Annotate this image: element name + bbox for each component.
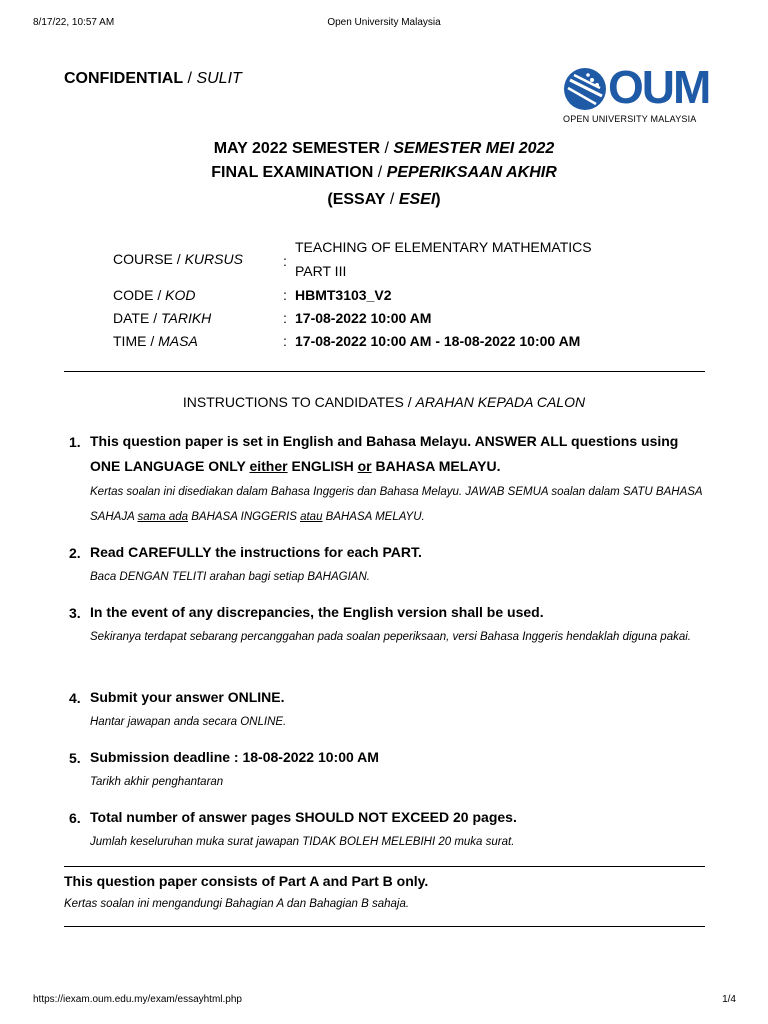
instruction-1-my: Kertas soalan ini disediakan dalam Bahasa Inggeris dan Bahasa Melayu. JAWAB SEMUA soalan dalam SATU BAHASA SAHAJA sama ada BAHASA INGGERIS atau BAHASA MELAYU. [90,486,703,523]
paper-consists-en: This question paper consists of Part A and Part B only. [64,873,429,889]
code-label: CODE / KOD [113,287,196,303]
instruction-5-en: Submission deadline : 18-08-2022 10:00 AM [90,749,379,765]
instruction-6-en: Total number of answer pages SHOULD NOT EXCEED 20 pages. [90,809,517,825]
paper-consists-my: Kertas soalan ini mengandungi Bahagian A dan Bahagian B sahaja. [64,898,410,910]
oum-globe-icon [562,66,610,112]
date-colon: : [283,310,287,326]
instruction-number-2: 2. [69,545,81,561]
date-label: DATE / TARIKH [113,310,212,326]
instruction-2-en: Read CAREFULLY the instructions for each PART. [90,544,422,560]
print-page-number: 1/4 [722,994,736,1005]
instruction-5-my: Tarikh akhir penghantaran [90,776,224,788]
instruction-number-6: 6. [69,810,81,826]
instruction-1-en: This question paper is set in English and Bahasa Melayu. ANSWER ALL questions using ONE LANGUAGE ONLY either ENGLISH or BAHASA MELAYU. [90,433,679,474]
title-semester: MAY 2022 SEMESTER / SEMESTER MEI 2022 [213,140,555,157]
course-label: COURSE / KURSUS [113,251,243,267]
divider-middle [64,866,705,867]
confidential-label: CONFIDENTIAL / SULIT [64,70,242,87]
instruction-6-my: Jumlah keseluruhan muka surat jawapan TIDAK BOLEH MELEBIHI 20 muka surat. [90,836,515,848]
instruction-4-en: Submit your answer ONLINE. [90,689,285,705]
print-page-title: Open University Malaysia [327,17,441,28]
title-exam: FINAL EXAMINATION / PEPERIKSAAN AKHIR [211,164,557,181]
title-type: (ESSAY / ESEI) [327,191,441,208]
divider-top [64,371,705,372]
course-colon: : [283,253,287,269]
instruction-2-my: Baca DENGAN TELITI arahan bagi setiap BAHAGIAN. [90,571,370,583]
time-label: TIME / MASA [113,333,198,349]
course-value-line2: PART III [295,263,347,279]
time-value: 17-08-2022 10:00 AM - 18-08-2022 10:00 AM [295,333,581,349]
oum-logo [562,61,712,116]
instruction-number-1: 1. [69,434,81,450]
divider-bottom [64,926,705,927]
print-url: https://iexam.oum.edu.my/exam/essayhtml.php [33,994,242,1005]
instruction-4-my: Hantar jawapan anda secara ONLINE. [90,716,287,728]
instruction-number-3: 3. [69,605,81,621]
instruction-3-en: In the event of any discrepancies, the English version shall be used. [90,604,544,620]
instruction-number-5: 5. [69,750,81,766]
instruction-3-my: Sekiranya terdapat sebarang percanggahan pada soalan peperiksaan, versi Bahasa Inggeris hendaklah diguna pakai. [90,631,691,643]
oum-logo-subtitle: OPEN UNIVERSITY MALAYSIA [563,114,697,124]
time-colon: : [283,333,287,349]
oum-logo-text: OUM [608,61,710,113]
print-datetime: 8/17/22, 10:57 AM [33,17,115,28]
date-value: 17-08-2022 10:00 AM [295,310,432,326]
code-value: HBMT3103_V2 [295,287,392,303]
course-value-line1: TEACHING OF ELEMENTARY MATHEMATICS [295,239,592,255]
instructions-heading: INSTRUCTIONS TO CANDIDATES / ARAHAN KEPADA CALON [182,394,586,410]
instruction-number-4: 4. [69,690,81,706]
code-colon: : [283,287,287,303]
